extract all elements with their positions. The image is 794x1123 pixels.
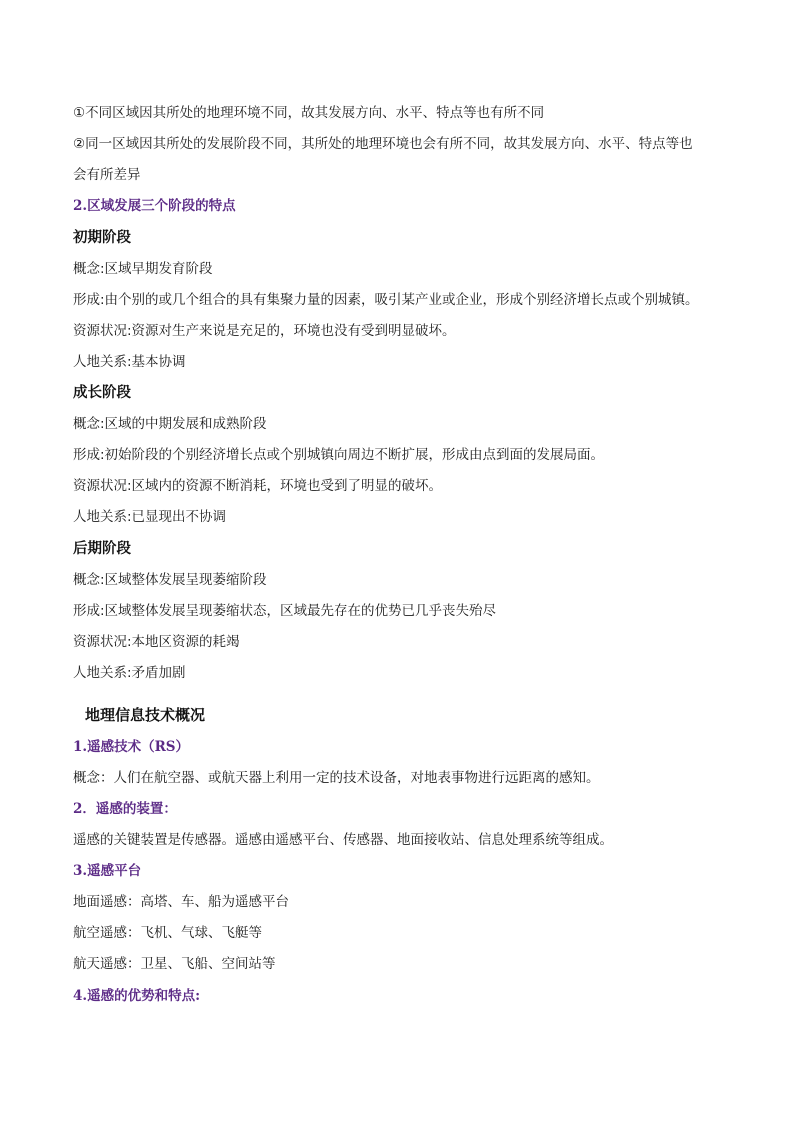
paragraph-line: 形成:由个别的或几个组合的具有集聚力量的因素，吸引某产业或企业，形成个别经济增长点或个别城镇。: [73, 292, 699, 308]
paragraph-line: 概念:区域的中期发展和成熟阶段: [73, 416, 267, 432]
numbered-heading: 1.遥感技术（RS）: [73, 739, 190, 755]
paragraph-line: 人地关系:已显现出不协调: [73, 509, 227, 525]
numbered-heading: 2.区域发展三个阶段的特点: [73, 198, 236, 214]
paragraph-line: 概念:区域早期发育阶段: [73, 261, 213, 277]
paragraph-line: 形成:区域整体发展呈现萎缩状态，区域最先存在的优势已几乎丧失殆尽: [73, 603, 497, 619]
paragraph-line: 遥感的关键装置是传感器。遥感由遥感平台、传感器、地面接收站、信息处理系统等组成。: [73, 832, 613, 848]
paragraph-line: 人地关系:矛盾加剧: [73, 665, 186, 681]
paragraph-line: 航空遥感：飞机、气球、飞艇等: [73, 925, 262, 941]
paragraph-line: 形成:初始阶段的个别经济增长点或个别城镇向周边不断扩展，形成由点到面的发展局面。: [73, 447, 605, 463]
stage-subheading: 成长阶段: [73, 385, 131, 401]
stage-subheading: 初期阶段: [73, 230, 131, 246]
section-title: 地理信息技术概况: [85, 706, 206, 724]
numbered-heading: 4.遥感的优势和特点:: [73, 988, 201, 1004]
paragraph-line: 概念:区域整体发展呈现萎缩阶段: [73, 572, 267, 588]
paragraph-line: 资源状况:区域内的资源不断消耗，环境也受到了明显的破坏。: [73, 478, 443, 494]
paragraph-line: 会有所差异: [73, 167, 141, 183]
paragraph-line: 人地关系:基本协调: [73, 354, 186, 370]
paragraph-line: 资源状况:本地区资源的耗竭: [73, 634, 240, 650]
paragraph-line: 概念：人们在航空器、或航天器上利用一定的技术设备，对地表事物进行远距离的感知。: [73, 770, 600, 786]
numbered-heading: 3.遥感平台: [73, 863, 142, 879]
numbered-heading: 2．遥感的装置：: [73, 801, 177, 817]
stage-subheading: 后期阶段: [73, 541, 131, 557]
paragraph-line: 地面遥感：高塔、车、船为遥感平台: [73, 894, 289, 910]
paragraph-line: ①不同区域因其所处的地理环境不同，故其发展方向、水平、特点等也有所不同: [73, 105, 545, 121]
paragraph-line: 资源状况:资源对生产来说是充足的，环境也没有受到明显破坏。: [73, 323, 456, 339]
paragraph-line: 航天遥感：卫星、飞船、空间站等: [73, 956, 276, 972]
paragraph-line: ②同一区域因其所处的发展阶段不同，其所处的地理环境也会有所不同，故其发展方向、水平、特点等也: [73, 136, 693, 152]
